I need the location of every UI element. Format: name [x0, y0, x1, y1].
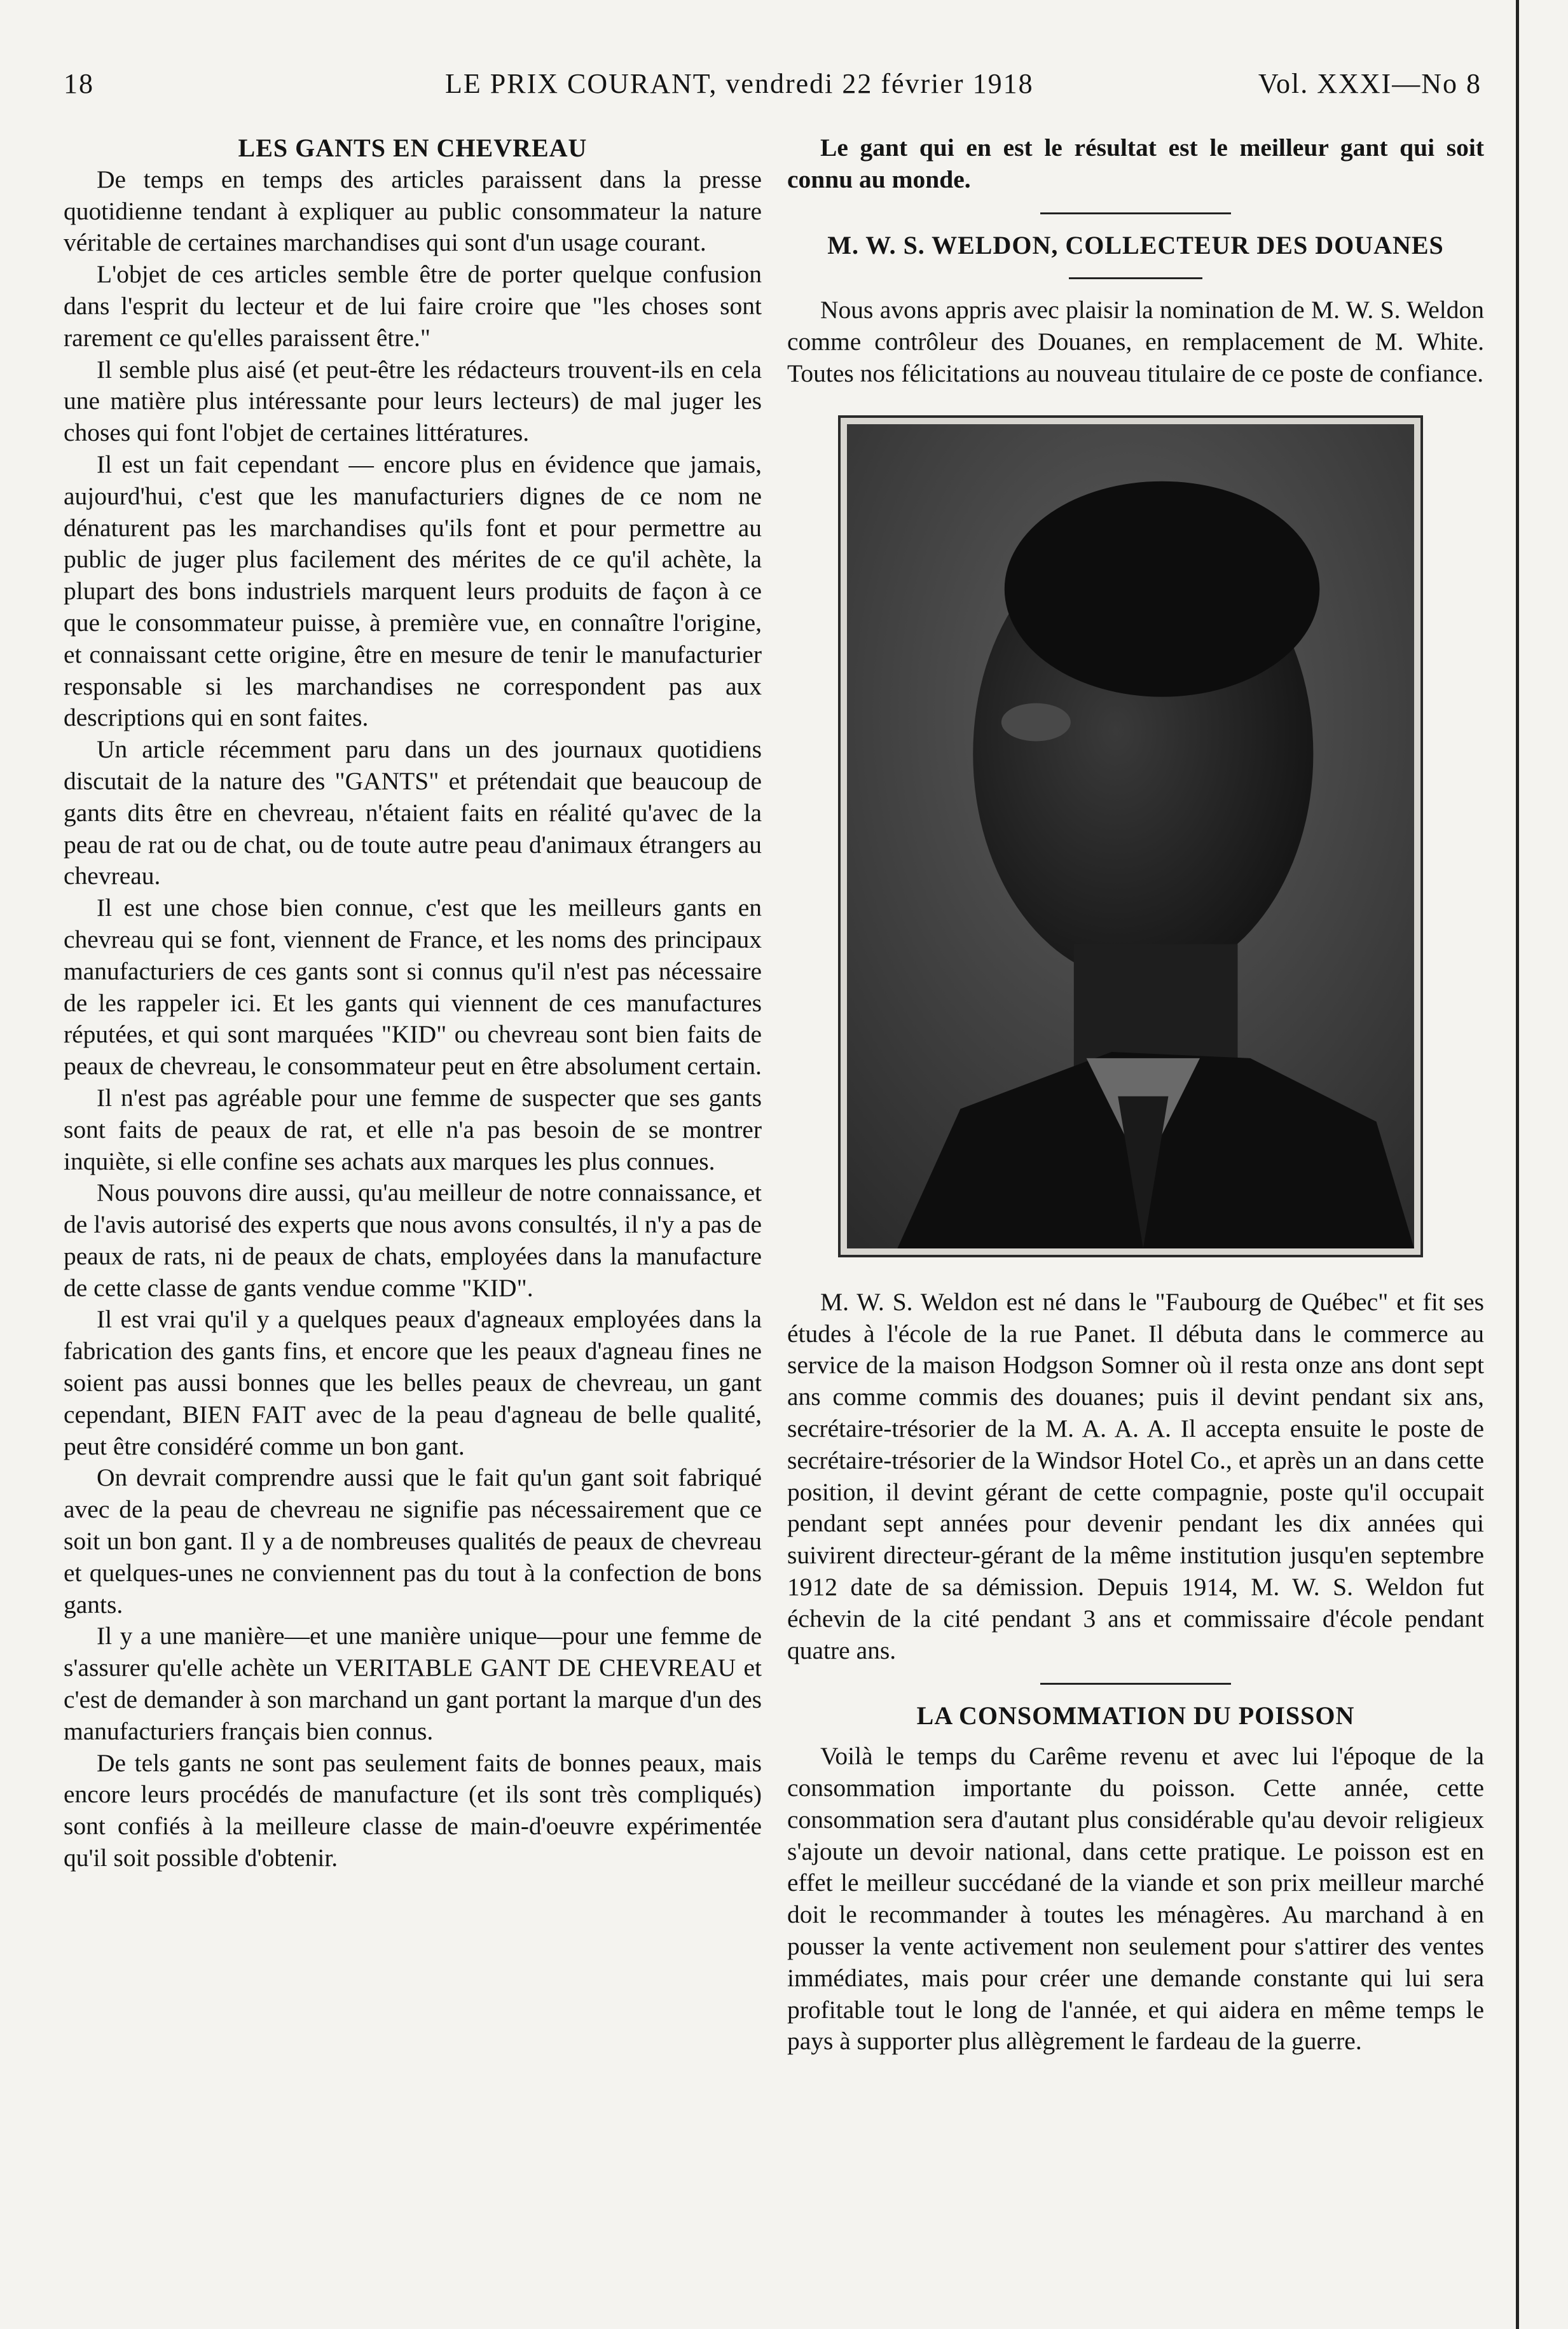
right-column [787, 132, 1484, 2057]
paragraph: Nous pouvons dire aussi, qu'au meilleur de notre connaissance, et de l'avis autorisé des experts que nous avons consultés, il n'y a pas de peaux de rats, ni de peaux de chats, employées dans la manufacture de cette classe de gants vendue comme "KID". [64, 1178, 762, 1302]
paragraph: Il n'est pas agréable pour une femme de suspecter que ses gants sont faits de peaux de rat, et elle n'a pas besoin de se montrer inquiète, si elle confine ses achats aux marques les plus connues. [64, 1083, 762, 1175]
paragraph: M. W. S. Weldon est né dans le "Faubourg de Québec" et fit ses études à l'école de la rue Panet. Il débuta dans le commerce au service de la maison Hodgson Somner où il resta onze ans dont sept ans comme commis des douanes; puis il devint pendant six ans, secrétaire-trésorier de la M. A. A. A. Il accepta ensuite le poste de secrétaire-trésorier de la Windsor Hotel Co., et après un an dans cette position, il devint gérant de cette compagnie, poste qu'il occupait pendant sept années pour devenir pendant les dix années qui suivirent directeur-gérant de la même institution jusqu'en septembre 1912 date de sa démission. Depuis 1914, M. W. S. Weldon fut échevin de la cité pendant 3 ans et commissaire d'école pendant quatre ans. [787, 1287, 1484, 1664]
article-title-gants: LES GANTS EN CHEVREAU [238, 134, 588, 162]
page-header [64, 67, 1482, 112]
paragraph: Il y a une manière—et une manière unique—pour une femme de s'assurer qu'elle achète un VERITABLE GANT DE CHEVREAU et c'est de demander à son marchand un gant portant la marque d'un des manufacturiers français bien connus. [64, 1622, 762, 1745]
paragraph: L'objet de ces articles semble être de porter quelque confusion dans l'esprit du lecteur et de lui faire croire que "les choses sont rarement ce qu'elles paraissent être." [64, 260, 762, 352]
article-title-poisson: LA CONSOMMATION DU POISSON [916, 1701, 1355, 1731]
paragraph: Il semble plus aisé (et peut-être les rédacteurs trouvent-ils en cela une matière plus intéressante pour leurs lecteurs) de mal juger les choses qui font l'objet de certaines littératures. [64, 355, 762, 447]
paragraph: On devrait comprendre aussi que le fait qu'un gant soit fabriqué avec de la peau de chevreau ne signifie pas nécessairement que ce soit un bon gant. Il y a de nombreuses qualités de peaux de chevreau et quelques-unes ne conviennent pas du tout à la confection de bons gants. [64, 1463, 762, 1619]
paragraph: Un article récemment paru dans un des journaux quotidiens discutait de la nature des "GANTS" et prétendait que beaucoup de gants dits être en chevreau, n'étaient faits en réalité qu'avec de la peau de rat ou de chat, ou de toute autre peau d'animaux étrangers au chevreau. [64, 735, 762, 890]
page-number: 18 [64, 68, 94, 99]
volume-number: Vol. XXXI—No 8 [1258, 68, 1482, 99]
publication-title: LE PRIX COURANT, vendredi 22 février 1918 [445, 68, 1034, 99]
paragraph: Voilà le temps du Carême revenu et avec lui l'époque de la consommation importante du poisson. Cette année, cette consommation sera d'autant plus considérable qu'au devoir religieux s'ajoute un devoir national, dans cette pratique. Le poisson est en effet le meilleur succédané de la viande et son prix meilleur marché doit le recommander à toutes les ménagères. Au marchand à en pousser la vente activement non seulement pour s'attirer des ventes immédiates, mais pour créer une demande constante qui lui sera profitable tout le long de l'année, et qui aidera en même temps le pays à supporter plus allègrement le fardeau de la guerre. [787, 1742, 1484, 2056]
portrait-photo [838, 415, 1423, 1257]
article-conclusion-gants: Le gant qui en est le résultat est le meilleur gant qui soit connu au monde. [787, 134, 1484, 193]
paragraph: Il est vrai qu'il y a quelques peaux d'agneaux employées dans la fabrication des gants fins, et encore que les peaux d'agneau fines ne soient pas aussi bonnes que les belles peaux de chevreau, un gant cependant, BIEN FAIT avec de la peau d'agneau de belle qualité, peut être considéré comme un bon gant. [64, 1305, 762, 1460]
paragraph: Il est un fait cependant — encore plus en évidence que jamais, aujourd'hui, c'est que les manufacturiers dignes de ce nom ne dénaturent pas les marchandises qu'ils font et pour permettre au public de juger plus facilement des mérites de ce qu'il achète, la plupart des bons industriels marquent leurs produits de façon à ce que le consommateur puisse, à première vue, en connaître l'origine, et connaissant cette origine, être en mesure de tenir le manufacturier responsable si les marchandises ne correspondent pas aux descriptions qui en sont faites. [64, 450, 762, 732]
left-column [64, 132, 762, 1874]
article-title-weldon: M. W. S. WELDON, COLLECTEUR DES DOUANES [827, 230, 1444, 259]
divider [1069, 277, 1202, 279]
paragraph: De temps en temps des articles paraissent dans la presse quotidienne tendant à expliquer au public consommateur la nature véritable de certaines marchandises qui sont d'un usage courant. [64, 165, 762, 257]
paragraph: De tels gants ne sont pas seulement faits de bonnes peaux, mais encore leurs procédés de manufacture (et ils sont très compliqués) sont confiés à la meilleure classe de main-d'oeuvre expérimentée qu'il soit possible d'obtenir. [64, 1748, 762, 1872]
divider [1040, 1683, 1231, 1685]
paragraph: Il est une chose bien connue, c'est que les meilleurs gants en chevreau qui se font, viennent de France, et les noms des principaux manufacturiers de ces gants sont si connus qu'il n'est pas nécessaire de les rappeler ici. Et les gants qui viennent de ces manufactures réputées, et qui sont marquées "KID" ou chevreau sont bien faits de peaux de chevreau, le consommateur peut en être absolument certain. [64, 894, 762, 1081]
portrait-image [847, 424, 1414, 1248]
paragraph: Nous avons appris avec plaisir la nomination de M. W. S. Weldon comme contrôleur des Douanes, en remplacement de M. White. Toutes nos félicitations au nouveau titulaire de ce poste de confiance. [787, 296, 1484, 387]
page-edge-rule [1516, 0, 1519, 2329]
spacer [787, 1732, 1484, 1741]
divider [1040, 212, 1231, 214]
